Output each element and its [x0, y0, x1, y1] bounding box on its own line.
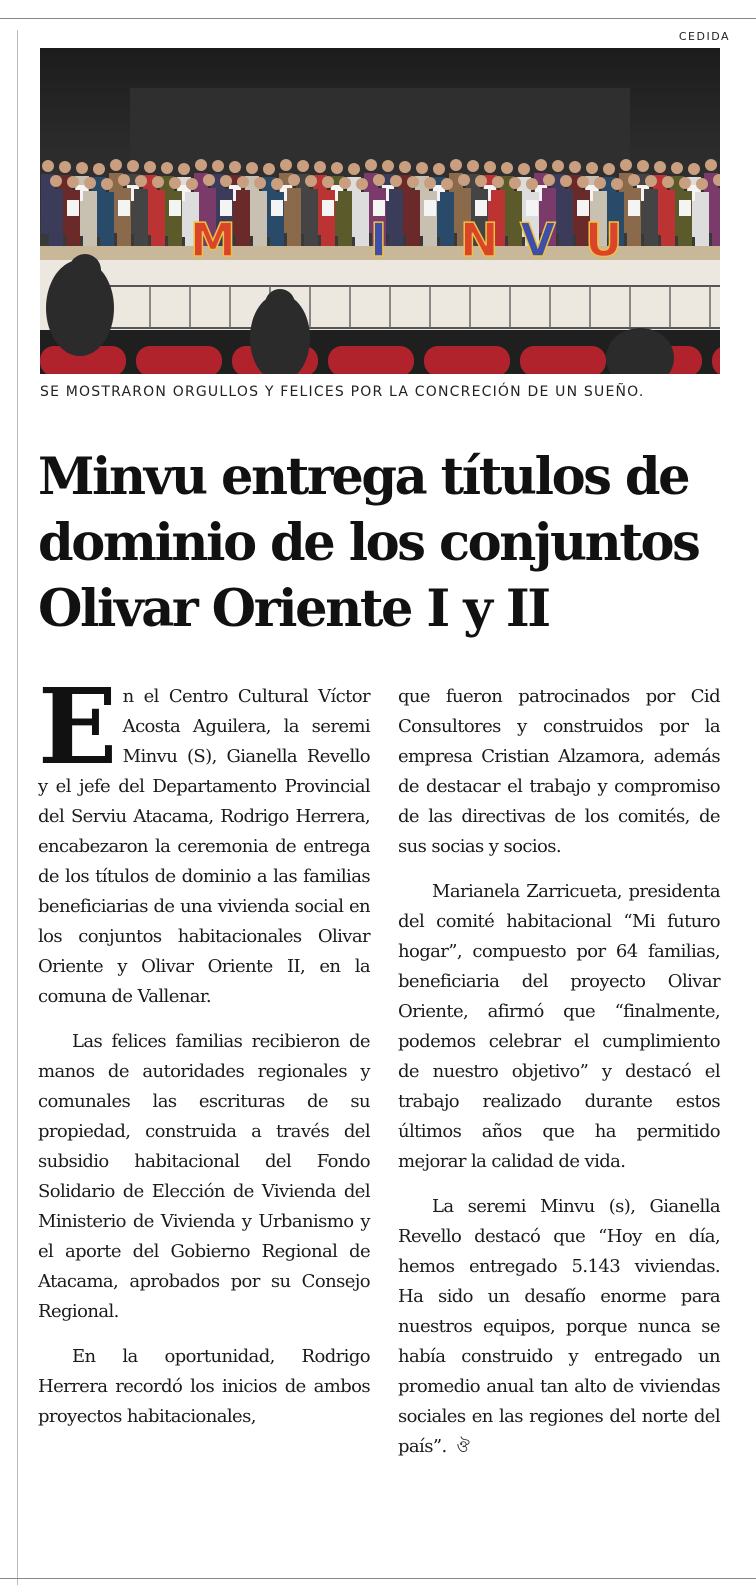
bottom-rule [0, 1578, 756, 1579]
article-column-right [398, 682, 720, 1477]
ceremony-photo-illustration [40, 48, 720, 374]
article-column-left [38, 665, 370, 1447]
headline [38, 444, 738, 642]
paragraph-1 [38, 665, 370, 1012]
headline-line-2: dominio de los conjuntos [38, 513, 699, 573]
photo-credit: CEDIDA [678, 30, 730, 43]
end-mark-icon: ঔ [456, 1437, 470, 1456]
drop-cap: E [38, 665, 117, 788]
top-rule [0, 18, 756, 19]
photo-letter-m: M [190, 213, 236, 267]
paragraph-1-text: n el Centro Cultural Víctor Acosta Aguilera, la seremi Minvu (S), Gianella Revello y el jefe del Departamento Provincial del Serviu Atacama, Rodrigo Herrera, encabezaron la ceremonia de entrega de los títulos de dominio a las familias beneficiarias de una vivienda social en los conjuntos habitacionales Olivar Oriente y Olivar Oriente II, en la comuna de Vallenar. [38, 686, 370, 1007]
photo-letter-u: U [585, 213, 623, 267]
paragraph-5-text: La seremi Minvu (s), Gianella Revello destacó que “Hoy en día, hemos entregado 5.143 viviendas. Ha sido un desafío enorme para nuestros equipos, porque nunca se había construido y entregado un promedio anual tan alto de viviendas sociales en las regiones del norte del país”. [398, 1196, 720, 1457]
column-rule [17, 30, 18, 1585]
paragraph-3-continued: que fueron patrocinados por Cid Consultores y construidos por la empresa Cristian Alzamora, además de destacar el trabajo y compromiso de las directivas de los comités, de sus socias y socios. [398, 686, 720, 857]
paragraph-5 [398, 1192, 720, 1462]
paragraph-3: En la oportunidad, Rodrigo Herrera recordó los inicios de ambos proyectos habitacionales, [38, 1346, 370, 1427]
paragraph-2: Las felices familias recibieron de manos de autoridades regionales y comunales las escrituras de su propiedad, construida a través del subsidio habitacional del Fondo Solidario de Elección de Vivienda del Ministerio de Vivienda y Urbanismo y el aporte del Gobierno Regional de Atacama, aprobados por su Consejo Regional. [38, 1031, 370, 1322]
photo-caption: SE MOSTRARON ORGULLOS Y FELICES POR LA CONCRECIÓN DE UN SUEÑO. [40, 384, 645, 400]
ceremony-photo [40, 48, 720, 374]
stage-backdrop [130, 88, 630, 168]
headline-line-3: Olivar Oriente I y II [38, 579, 549, 639]
headline-line-1: Minvu entrega títulos de [38, 447, 689, 507]
photo-letter-i: I [370, 213, 388, 267]
stage-floor [40, 260, 720, 330]
photo-letter-n: N [460, 213, 499, 267]
paragraph-4: Marianela Zarricueta, presidenta del comité habitacional “Mi futuro hogar”, compuesto por 64 familias, beneficiaria del proyecto Olivar Oriente, afirmó que “finalmente, podemos celebrar el cumplimiento de nuestro objetivo” y destacó el trabajo realizado durante estos últimos años que ha permitido mejorar la calidad de vida. [398, 881, 720, 1172]
photo-letter-v: V [520, 213, 556, 267]
